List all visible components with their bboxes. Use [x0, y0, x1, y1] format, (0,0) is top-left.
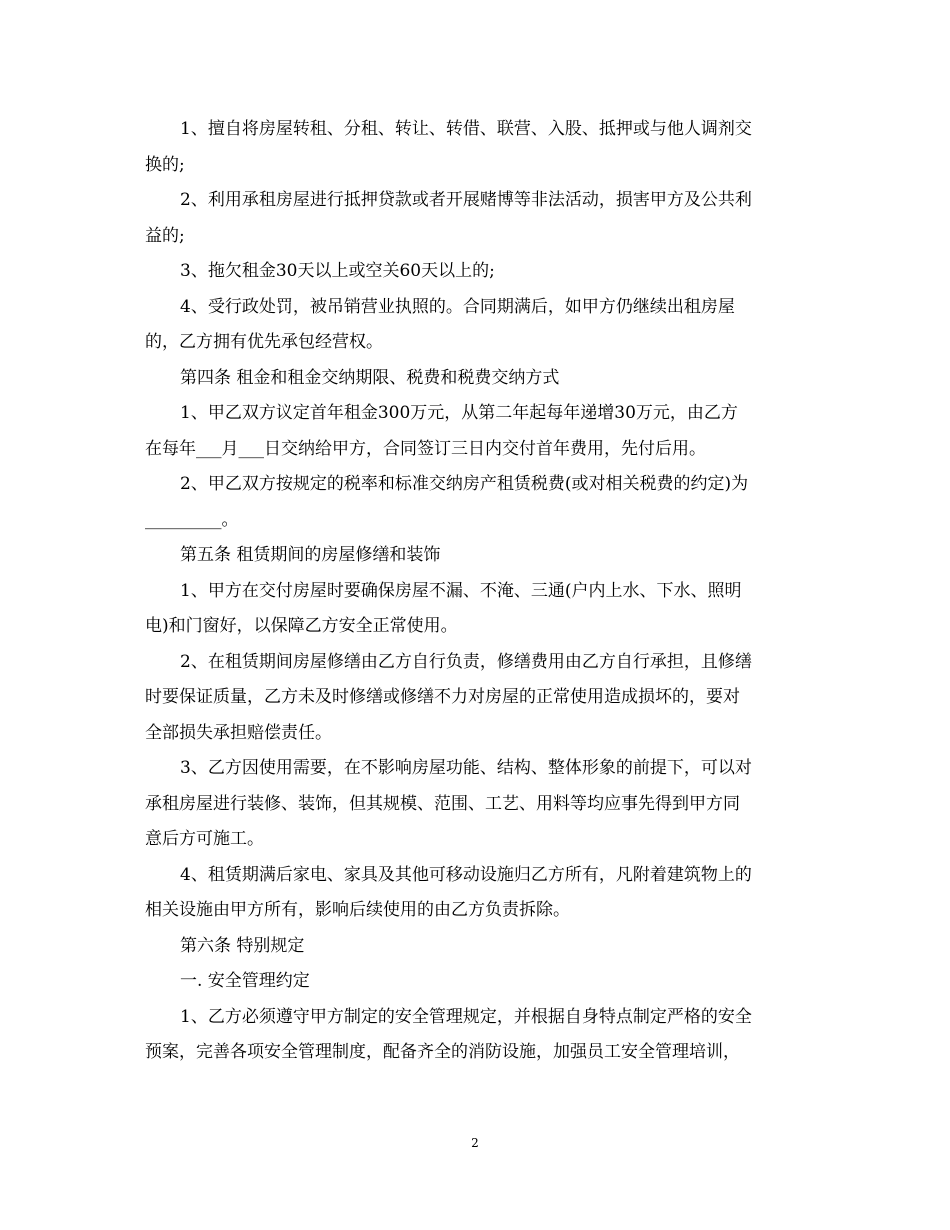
text-line: 1、甲乙双方议定首年租金300万元，从第二年起每年递增30万元，由乙方 — [180, 403, 738, 423]
text-line: 第四条 租金和租金交纳期限、税费和税费交纳方式 — [180, 367, 560, 388]
text-line: 1、擅自将房屋转租、分租、转让、转借、联营、入股、抵押或与他人调剂交 — [180, 119, 752, 139]
text-line: 全部损失承担赔偿责任。 — [145, 722, 332, 743]
text-line: 4、租赁期满后家电、家具及其他可移动设施归乙方所有，凡附着建筑物上的 — [180, 864, 752, 885]
text-line: 2、利用承租房屋进行抵押贷款或者开展赌博等非法活动，损害甲方及公共利 — [180, 190, 752, 210]
text-line: 相关设施由甲方所有，影响后续使用的由乙方负责拆除。 — [145, 900, 570, 920]
text-line: 4、受行政处罚，被吊销营业执照的。合同期满后，如甲方仍继续出租房屋 — [180, 296, 735, 317]
text-line: 第五条 租赁期间的房屋修缮和装饰 — [180, 545, 441, 565]
text-line: 承租房屋进行装修、装饰，但其规模、范围、工艺、用料等均应事先得到甲方同 — [145, 793, 740, 814]
text-line: 3、拖欠租金30天以上或空关60天以上的; — [180, 261, 495, 281]
text-line: 一. 安全管理约定 — [180, 971, 310, 991]
text-line: 第六条 特别规定 — [180, 935, 305, 956]
text-line: 换的; — [145, 154, 185, 175]
text-line: 电)和门窗好，以保障乙方安全正常使用。 — [145, 616, 458, 636]
text-line: 预案，完善各项安全管理制度，配备齐全的消防设施，加强员工安全管理培训， — [145, 1042, 740, 1062]
page-number: 2 — [471, 1136, 479, 1150]
text-line: 1、甲方在交付房屋时要确保房屋不漏、不淹、三通(户内上水、下水、照明 — [180, 580, 742, 601]
text-line: 3、乙方因使用需要，在不影响房屋功能、结构、整体形象的前提下，可以对 — [180, 758, 752, 778]
text-line: 的，乙方拥有优先承包经营权。 — [145, 332, 383, 352]
text-line: 时要保证质量，乙方未及时修缮或修缮不力对房屋的正常使用造成损坏的，要对 — [145, 687, 740, 707]
text-line: 2、在租赁期间房屋修缮由乙方自行负责，修缮费用由乙方自行承担，且修缮 — [180, 651, 752, 672]
document-body — [145, 112, 809, 1071]
text-line: _________。 — [145, 509, 239, 530]
text-line: 2、甲乙双方按规定的税率和标准交纳房产租赁税费(或对相关税费的约定)为 — [180, 474, 749, 494]
text-line: 在每年___月___日交纳给甲方，合同签订三日内交付首年费用，先付后用。 — [145, 438, 706, 459]
text-line: 益的; — [145, 225, 185, 246]
text-line: 1、乙方必须遵守甲方制定的安全管理规定，并根据自身特点制定严格的安全 — [180, 1006, 752, 1027]
text-line: 意后方可施工。 — [145, 829, 264, 849]
